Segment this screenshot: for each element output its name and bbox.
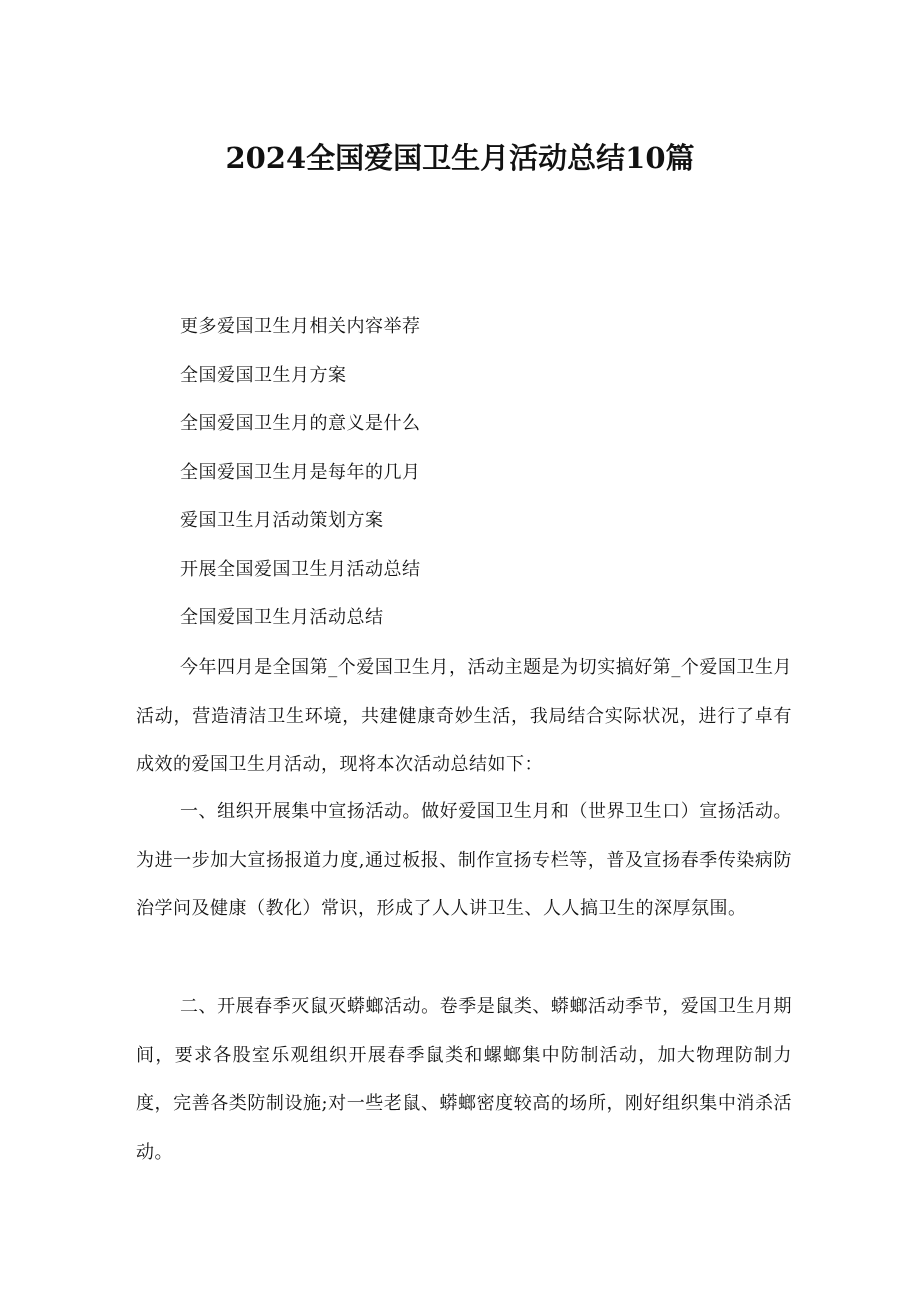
document-title: 2024全国爱国卫生月活动总结10篇 — [225, 141, 695, 175]
related-link[interactable]: 开展全国爱国卫生月活动总结 — [180, 558, 421, 580]
related-link[interactable]: 全国爱国卫生月方案 — [180, 364, 347, 386]
related-link-heading: 更多爱国卫生月相关内容举荐 — [180, 316, 421, 337]
related-link[interactable]: 全国爱国卫生月的意义是什么 — [180, 413, 421, 434]
section-two-paragraph: 二、开展春季灭鼠灭蟒螂活动。卷季是鼠类、蟒螂活动季节，爱国卫生月期间，要求各股室乐观组织开展春季鼠类和螺螂集中防制活动，加大物理防制力度，完善各类防制设施;对一些老鼠、蟒螂密度较高的场所，刚好组织集中消杀活动。 — [136, 996, 792, 1163]
related-links-list — [180, 315, 421, 655]
related-link[interactable]: 全国爱国卫生月活动总结 — [180, 607, 384, 628]
section-one-paragraph: 一、组织开展集中宣扬活动。做好爱国卫生月和（世界卫生口）宣扬活动。为进一步加大宣扬报道力度,通过板报、制作宣扬专栏等，普及宣扬春季传染病防治学问及健康（教化）常识，形成了人人讲卫生、人人搞卫生的深厚氛围。 — [136, 801, 792, 919]
related-link[interactable]: 爱国卫生月活动策划方案 — [180, 510, 384, 531]
related-link[interactable]: 全国爱国卫生月是每年的几月 — [180, 461, 421, 483]
intro-paragraph: 今年四月是全国第_个爱国卫生月，活动主题是为切实搞好第_个爱国卫生月活动，营造清洁卫生环境，共建健康奇妙生活，我局结合实际状况，进行了卓有成效的爱国卫生月活动，现将本次活动总结如下： — [136, 657, 792, 775]
